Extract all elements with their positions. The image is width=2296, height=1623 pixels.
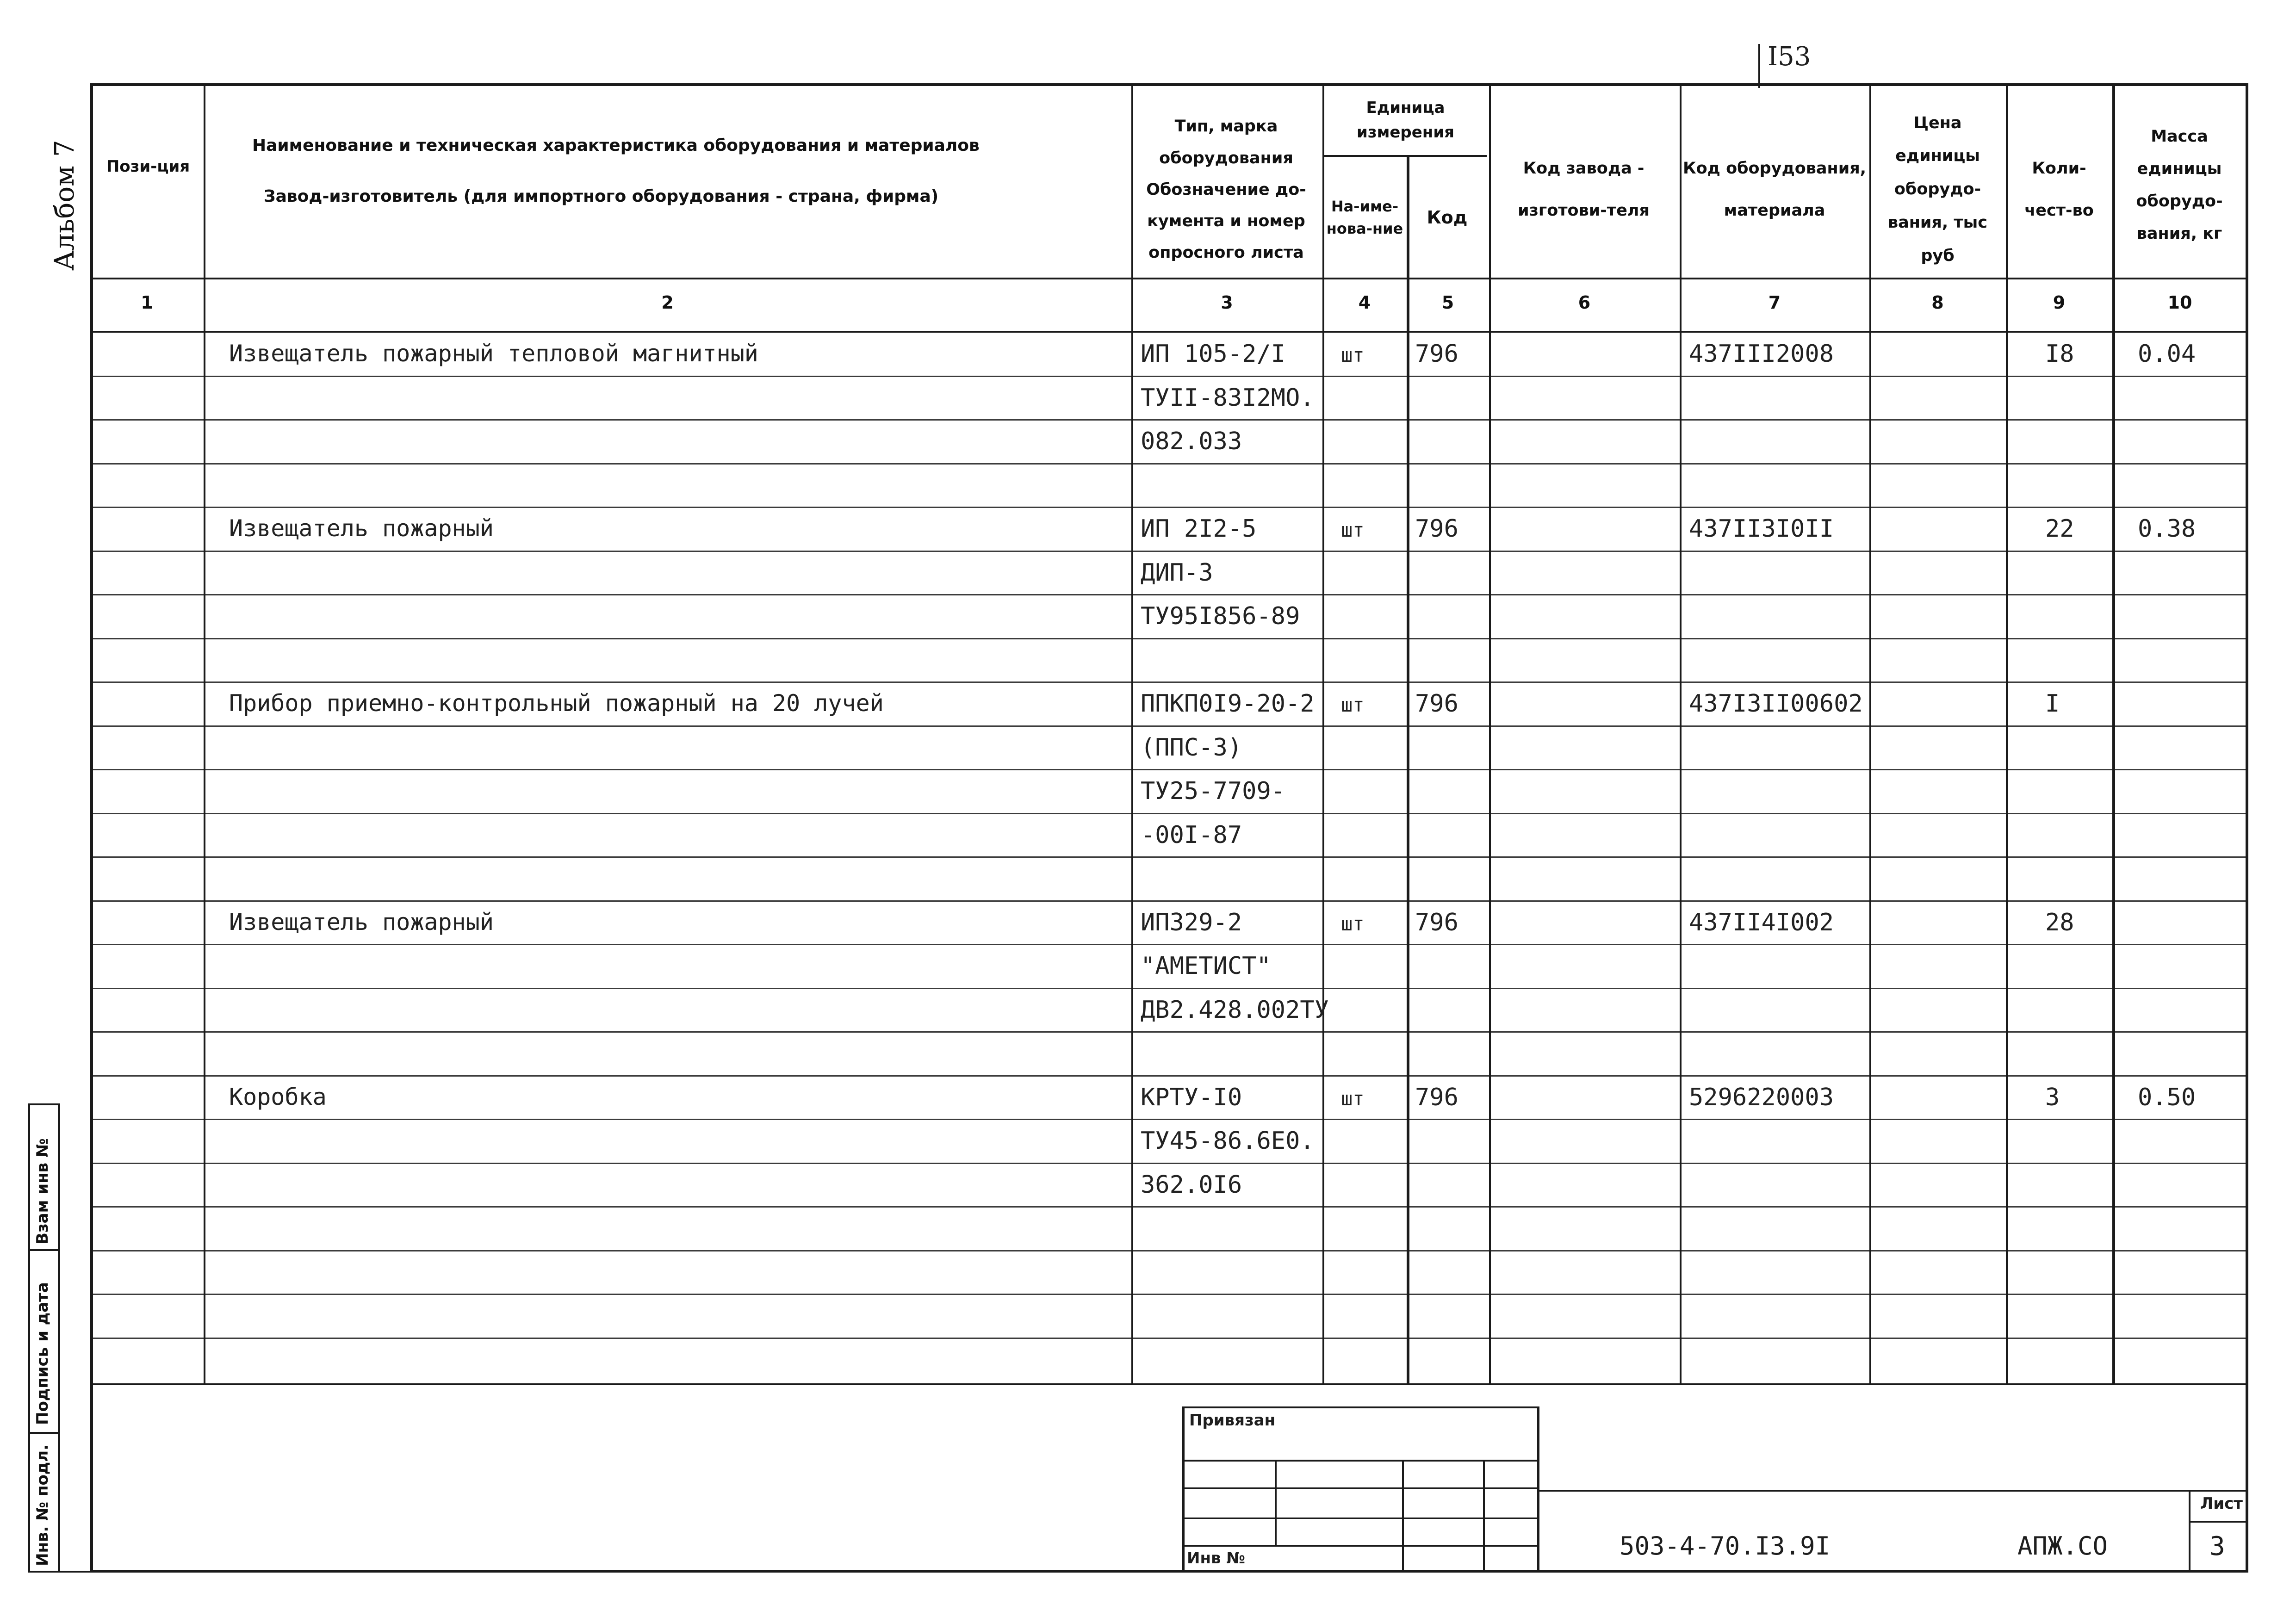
column-divider	[1489, 83, 1491, 1384]
table-top-border	[90, 83, 2246, 86]
item-type: ИП 2I2-5	[1141, 515, 1257, 543]
item-type: "АМЕТИСТ"	[1141, 952, 1271, 980]
row-divider	[90, 1338, 2246, 1339]
row-divider	[90, 1294, 2246, 1295]
row-divider	[90, 725, 2246, 727]
item-unit: шт	[1341, 344, 1365, 366]
tb-top	[1182, 1406, 1539, 1408]
unit-group-divider	[1322, 155, 1487, 157]
item-type: ДИП-3	[1141, 559, 1213, 587]
item-name: Извещатель пожарный тепловой магнитный	[229, 340, 758, 367]
column-number: 1	[141, 292, 153, 313]
item-unit: шт	[1341, 694, 1365, 716]
item-mass: 0.38	[2138, 515, 2196, 543]
stamp-divider-2	[28, 1432, 60, 1434]
item-name: Извещатель пожарный	[229, 909, 494, 935]
column-number: 10	[2167, 292, 2192, 313]
row-divider	[90, 944, 2246, 945]
page-number-divider	[1758, 44, 1760, 88]
header-material-code: Код оборудования, материала	[1682, 159, 1867, 220]
column-number: 4	[1358, 292, 1371, 313]
item-type: ППКП0I9-20-2	[1141, 690, 1315, 718]
item-type: -00I-87	[1141, 821, 1242, 849]
stamp-divider-1	[28, 1249, 60, 1251]
tb-h1	[1182, 1460, 1539, 1462]
page-number: I53	[1768, 42, 1811, 72]
item-quantity: 3	[2045, 1084, 2060, 1111]
item-mass: 0.04	[2138, 340, 2196, 368]
header-position: Пози-ция	[106, 157, 190, 176]
header-price: Цена единицы оборудо-вания, тыс руб	[1887, 113, 1988, 265]
column-divider	[1680, 83, 1682, 1384]
row-divider	[90, 813, 2246, 814]
column-number: 8	[1931, 292, 1944, 313]
item-unit-code: 796	[1415, 515, 1458, 543]
column-number: 3	[1221, 292, 1233, 313]
item-material-code: 437II3I0II	[1689, 515, 1834, 543]
item-name: Прибор приемно-контрольный пожарный на 20 лучей	[229, 690, 884, 717]
header-name-line2: Завод-изготовитель (для импортного оборудования - страна, фирма)	[264, 187, 939, 206]
column-divider	[2112, 83, 2115, 1384]
item-type: ИП 105-2/I	[1141, 340, 1286, 368]
column-divider	[2006, 83, 2008, 1384]
stamp-vzam-inv: Взам инв №	[33, 1138, 52, 1245]
stamp-podpis-data: Подпись и дата	[33, 1282, 52, 1425]
column-divider	[1131, 83, 1133, 1384]
inv-no-label: Инв №	[1187, 1549, 1246, 1567]
header-name-line1: Наименование и техническая характеристика оборудования и материалов	[252, 136, 980, 155]
item-mass: 0.50	[2138, 1084, 2196, 1111]
row-divider	[90, 419, 2246, 421]
header-type: Тип, марка оборудования Обозначение до-кумента и номер опросного листа	[1146, 117, 1306, 262]
row-divider	[90, 769, 2246, 770]
item-material-code: 437III2008	[1689, 340, 1834, 368]
column-number: 6	[1578, 292, 1591, 313]
item-type: ТУ25-7709-	[1141, 777, 1286, 805]
document-mark: АПЖ.СО	[2017, 1531, 2108, 1561]
header-unit-name: На-име-нова-ние	[1326, 198, 1403, 237]
column-number: 5	[1441, 292, 1454, 313]
stamp-inv-podl: Инв. № подл.	[33, 1444, 52, 1566]
item-type: ТУ45-86.6Е0.	[1141, 1127, 1315, 1155]
item-unit-code: 796	[1415, 909, 1458, 936]
item-unit-code: 796	[1415, 340, 1458, 368]
header-unit-group: Единица измерения	[1357, 99, 1454, 142]
item-type: ДВ2.428.002ТУ	[1141, 996, 1329, 1024]
stamp-outer-left	[28, 1103, 30, 1573]
item-unit: шт	[1341, 519, 1365, 541]
item-type: 362.0I6	[1141, 1171, 1242, 1199]
column-number: 7	[1768, 292, 1781, 313]
column-number: 9	[2053, 292, 2066, 313]
header-bottom-border	[90, 278, 2246, 279]
item-type: ТУ95I856-89	[1141, 602, 1300, 630]
row-divider	[90, 900, 2246, 902]
tb-v1	[1275, 1460, 1277, 1545]
item-type: 082.033	[1141, 427, 1242, 455]
row-divider	[90, 1163, 2246, 1164]
tb-h2	[1182, 1487, 1539, 1489]
row-divider	[90, 1031, 2246, 1033]
item-unit-code: 796	[1415, 690, 1458, 718]
item-type: ТУII-83I2МО.	[1141, 384, 1315, 412]
table-bottom-border	[90, 1383, 2246, 1385]
row-divider	[90, 988, 2246, 989]
item-unit: шт	[1341, 912, 1365, 935]
privyazan-label: Привязан	[1189, 1411, 1276, 1430]
sheet-label: Лист	[2200, 1494, 2243, 1513]
row-divider	[90, 1075, 2246, 1077]
row-divider	[90, 638, 2246, 639]
item-name: Коробка	[229, 1084, 327, 1110]
header-factory-code: Код завода - изготови-теля	[1518, 159, 1650, 220]
item-material-code: 437I3II00602	[1689, 690, 1863, 718]
stamp-bottom	[28, 1571, 93, 1573]
row-divider	[90, 856, 2246, 858]
row-divider	[90, 551, 2246, 552]
row-divider	[90, 1119, 2246, 1120]
row-divider	[90, 681, 2246, 683]
header-unit-code: Код	[1427, 207, 1468, 228]
item-material-code: 5296220003	[1689, 1084, 1834, 1111]
tb-sheet-left	[2189, 1490, 2191, 1571]
column-number: 2	[661, 292, 674, 313]
page-bottom-border	[90, 1570, 2246, 1573]
row-divider	[90, 376, 2246, 377]
row-divider	[90, 507, 2246, 508]
item-unit-code: 796	[1415, 1084, 1458, 1111]
colnum-bottom-border	[90, 331, 2246, 333]
tb-v3	[1483, 1460, 1485, 1571]
album-label: Альбом 7	[49, 140, 80, 271]
item-type: КРТУ-I0	[1141, 1084, 1242, 1111]
row-divider	[90, 1206, 2246, 1208]
row-divider	[90, 1250, 2246, 1251]
column-divider	[204, 83, 205, 1384]
item-unit: шт	[1341, 1087, 1365, 1110]
tb-sheet-mid	[2189, 1521, 2246, 1523]
stamp-inner-right	[58, 1103, 60, 1573]
row-divider	[90, 594, 2246, 595]
tb-h3	[1182, 1518, 1539, 1519]
document-code: 503-4-70.I3.9I	[1620, 1531, 1831, 1561]
item-type: ИП329-2	[1141, 909, 1242, 936]
tb-wide-top	[1537, 1490, 2247, 1492]
column-divider	[1869, 83, 1871, 1384]
item-quantity: I8	[2045, 340, 2074, 368]
item-name: Извещатель пожарный	[229, 515, 494, 542]
item-quantity: 22	[2045, 515, 2074, 543]
item-quantity: 28	[2045, 909, 2074, 936]
header-mass: Масса единицы оборудо-вания, кг	[2136, 127, 2223, 243]
row-divider	[90, 463, 2246, 465]
item-material-code: 437II4I002	[1689, 909, 1834, 936]
item-type: (ППС-3)	[1141, 734, 1242, 762]
tb-h4	[1182, 1545, 1539, 1547]
tb-v2	[1402, 1460, 1404, 1571]
header-quantity: Коли-чест-во	[2024, 159, 2094, 220]
stamp-top	[28, 1103, 60, 1105]
item-quantity: I	[2045, 690, 2060, 718]
column-divider	[1322, 83, 1324, 1384]
sheet-number: 3	[2209, 1531, 2225, 1561]
